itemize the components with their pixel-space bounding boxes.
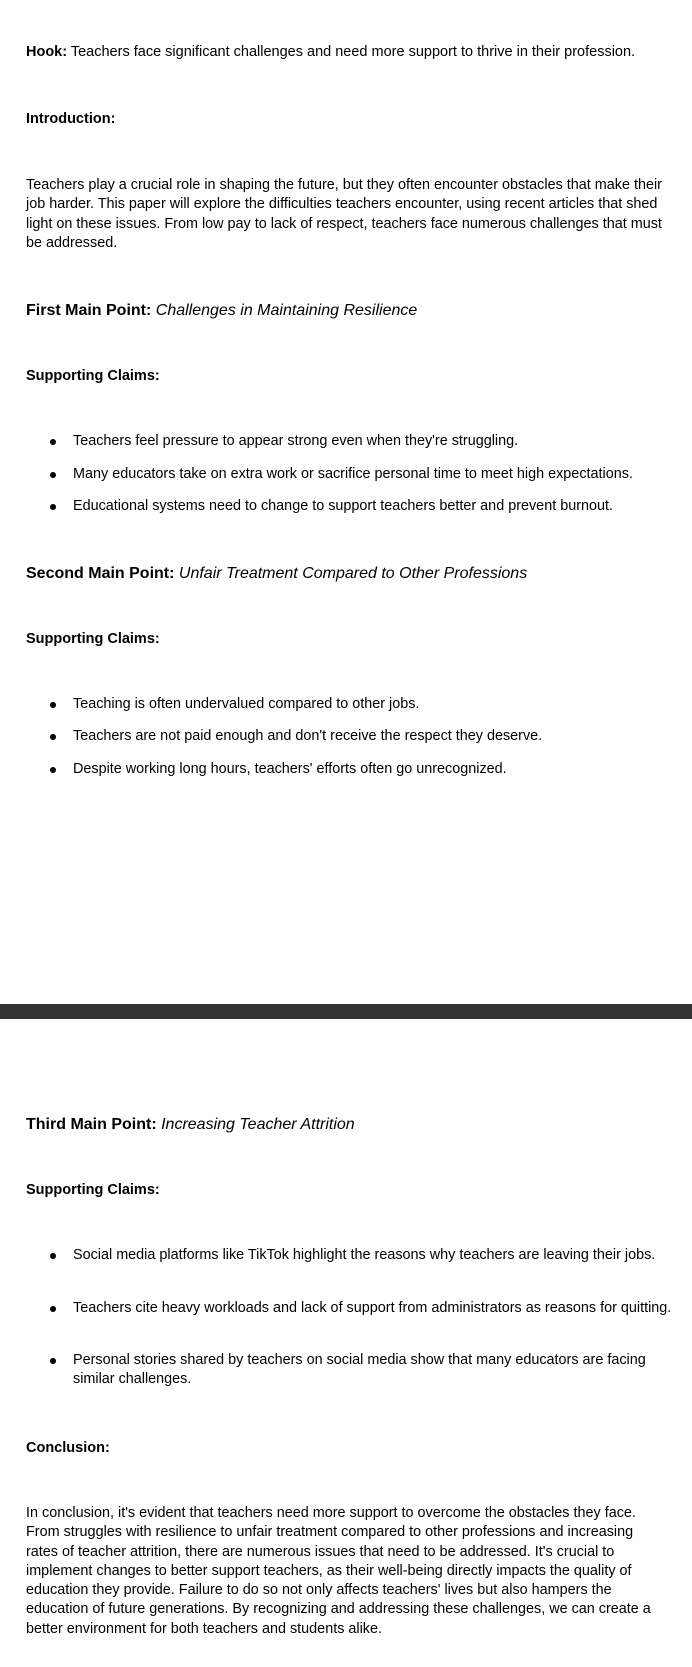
list-item [26, 497, 613, 516]
list-item [26, 1299, 688, 1318]
bullet-icon [50, 702, 56, 708]
claim-text: Many educators take on extra work or sacrifice personal time to meet high expectations. [73, 466, 633, 482]
bullet-icon [50, 439, 56, 445]
claim-text: Teachers feel pressure to appear strong even when they're struggling. [73, 433, 519, 449]
document-page-2 [0, 1019, 692, 1667]
second-main-point-title: Unfair Treatment Compared to Other Professions [174, 565, 528, 582]
first-main-point-label: First Main Point: [26, 302, 152, 319]
list-item [26, 1351, 673, 1390]
claim-text: Despite working long hours, teachers' efforts often go unrecognized. [73, 761, 507, 777]
third-supporting-claims-heading: Supporting Claims: [26, 1182, 160, 1198]
claim-text: Teachers cite heavy workloads and lack of support from administrators as reasons for quitting. [73, 1300, 672, 1316]
first-main-point [26, 300, 666, 321]
list-item [26, 1246, 688, 1265]
second-supporting-claims-heading: Supporting Claims: [26, 631, 160, 647]
first-main-point-title: Challenges in Maintaining Resilience [151, 302, 418, 319]
list-item [26, 760, 507, 779]
bullet-icon [50, 1253, 56, 1259]
bullet-icon [50, 767, 56, 773]
second-main-point-label: Second Main Point: [26, 565, 175, 582]
list-item [26, 432, 518, 451]
bullet-icon [50, 1358, 56, 1364]
hook-line [26, 43, 666, 62]
hook-text: Teachers face significant challenges and need more support to thrive in their profession. [67, 44, 636, 60]
list-item [26, 727, 542, 746]
conclusion-body: In conclusion, it's evident that teachers need more support to overcome the obstacles they face. From struggles with resilience to unfair treatment compared to other professions and increasing rates of teacher attrition, there are numerous issues that need to be addressed. It's crucial to implement changes to better support teachers, as their well-being directly impacts the quality of education they provide. Failure to do so not only affects teachers' lives but also hampers the education of future generations. By recognizing and addressing these challenges, we can create a better environment for both teachers and students alike. [26, 1505, 651, 1637]
hook-label: Hook: [26, 44, 68, 60]
list-item [26, 695, 419, 714]
claim-text: Social media platforms like TikTok highlight the reasons why teachers are leaving their jobs. [73, 1247, 656, 1263]
third-main-point-title: Increasing Teacher Attrition [156, 1116, 355, 1133]
claim-text: Educational systems need to change to support teachers better and prevent burnout. [73, 498, 613, 514]
bullet-icon [50, 504, 56, 510]
introduction-heading: Introduction: [26, 111, 116, 127]
claim-text: Teaching is often undervalued compared to other jobs. [73, 696, 420, 712]
conclusion-heading: Conclusion: [26, 1440, 110, 1456]
claim-text: Personal stories shared by teachers on social media show that many educators are facing similar challenges. [73, 1352, 646, 1388]
bullet-icon [50, 734, 56, 740]
third-main-point [26, 1114, 666, 1135]
first-supporting-claims-heading: Supporting Claims: [26, 368, 160, 384]
introduction-body: Teachers play a crucial role in shaping the future, but they often encounter obstacles that make their job harder. This paper will explore the difficulties teachers encounter, using recent articles that shed light on these issues. From low pay to lack of respect, teachers face numerous challenges that must be addressed. [26, 177, 662, 251]
bullet-icon [50, 1306, 56, 1312]
list-item [26, 465, 633, 484]
second-main-point [26, 563, 666, 584]
page-break-divider [0, 1004, 692, 1019]
bullet-icon [50, 472, 56, 478]
third-main-point-label: Third Main Point: [26, 1116, 157, 1133]
claim-text: Teachers are not paid enough and don't receive the respect they deserve. [73, 728, 543, 744]
